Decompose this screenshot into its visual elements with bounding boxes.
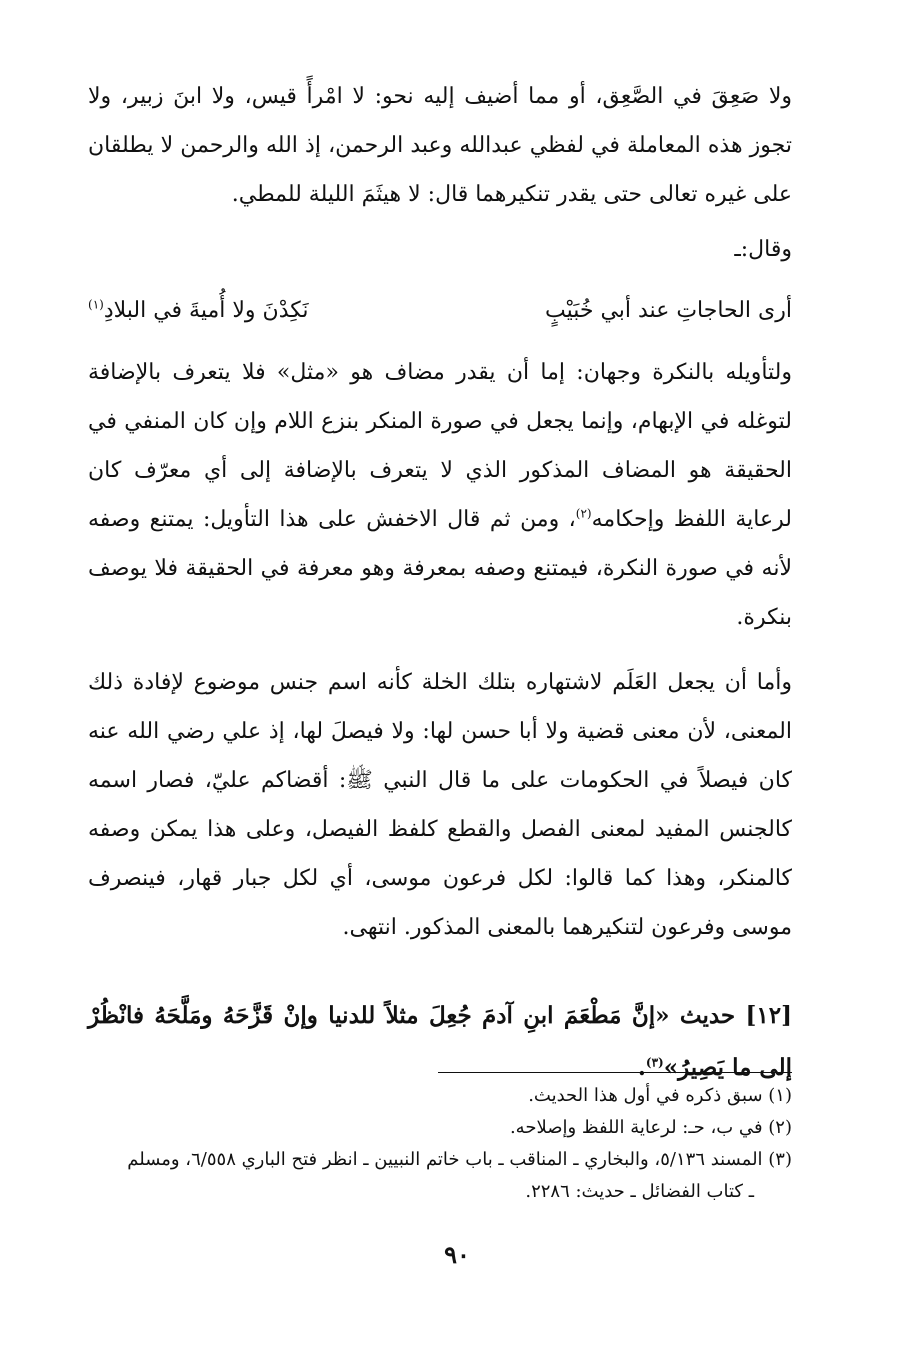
hadith-entry: [88, 990, 792, 1094]
hadith-text: [١٢] حديث «إنَّ مَطْعَمَ ابنِ آدمَ جُعِلَ مثلاً للدنيا وإنْ قَزَّحَهُ ومَلَّحَهُ فانْظُرْ إلى ما يَصِيرُ»: [88, 1002, 792, 1081]
footnotes: [88, 1080, 792, 1208]
paragraph-3-part-b: ، ومن ثم قال الاخفش على هذا التأويل: يمتنع وصفه لأنه في صورة النكرة، فيمتنع وصفه بمعرفة وهو معرفة في الحقيقة فلا يوصف بنكرة.: [88, 507, 792, 630]
footnote-ref-2: (٢): [575, 506, 592, 521]
footnote-3: (٣) المسند ٥/١٣٦، والبخاري ـ المناقب ـ باب خاتم النبيين ـ انظر فتح الباري ٦/٥٥٨، ومسلم: [127, 1149, 792, 1170]
footnote-ref-3: (٣): [645, 1055, 664, 1070]
footnote-divider: [438, 1072, 792, 1073]
hadith-end: .: [637, 1054, 646, 1081]
footnote-ref-1: (١): [88, 297, 104, 312]
verse-second-hemistich-wrap: [88, 298, 309, 323]
paragraph-4: وأما أن يجعل العَلَم لاشتهاره بتلك الخلة كأنه اسم جنس موضوع لإفادة ذلك المعنى، لأن معنى قضية ولا أبا حسن لها: ولا فيصلَ لها، إذ علي رضي الله عنه كان فيصلاً في الحكومات على ما قال النبي ﷺ: أقضاكم عليّ، فصار اسمه كالجنس المفيد لمعنى الفصل والقطع كلفظ الفيصل، وعلى هذا يمكن وصفه كالمنكر، وهذا كما قالوا: لكل فرعون موسى، أي لكل جبار قهار، فينصرف موسى وفرعون لتنكيرهما بالمعنى المذكور. انتهى.: [88, 670, 792, 940]
poetry-verse: [88, 284, 792, 336]
paragraph-1: ولا صَعِقَ في الصَّعِق، أو مما أضيف إليه نحو: لا امْرأً قيس، ولا ابنَ زبير، ولا تجوز هذه المعاملة في لفظي عبدالله وعبد الرحمن، إذ الله والرحمن لا يطلقان على غيره تعالى حتى يقدر تنكيرهما قال: لا هيثَمَ الليلة للمطي.: [88, 84, 792, 207]
verse-first-hemistich: أرى الحاجاتِ عند أبي خُبَيْبٍ: [544, 297, 792, 323]
paragraph-3: [88, 348, 792, 642]
paragraph-3-part-a: ولتأويله بالنكرة وجهان: إما أن يقدر مضاف هو «مثل» فلا يتعرف بالإضافة لتوغله في الإبهام، وإنما يجعل في صورة المنكر بنزع اللام وإن كان المنفي في الحقيقة هو المضاف المذكور الذي لا يتعرف بالإضافة إلى أي معرّف كان لرعاية اللفظ وإحكامه: [88, 360, 792, 532]
footnote-3-continued: ـ كتاب الفضائل ـ حديث: ٢٢٨٦.: [525, 1181, 754, 1202]
verse-second-hemistich: نَكِدْنَ ولا أُميةَ في البلادِ: [103, 297, 309, 323]
page-number: ٩٠: [444, 1240, 470, 1269]
paragraph-2: وقال:ـ: [734, 237, 792, 262]
footnote-2: (٢) في ب، حـ: لرعاية اللفظ وإصلاحه.: [509, 1117, 792, 1138]
footnote-1: (١) سبق ذكره في أول هذا الحديث.: [528, 1085, 792, 1106]
